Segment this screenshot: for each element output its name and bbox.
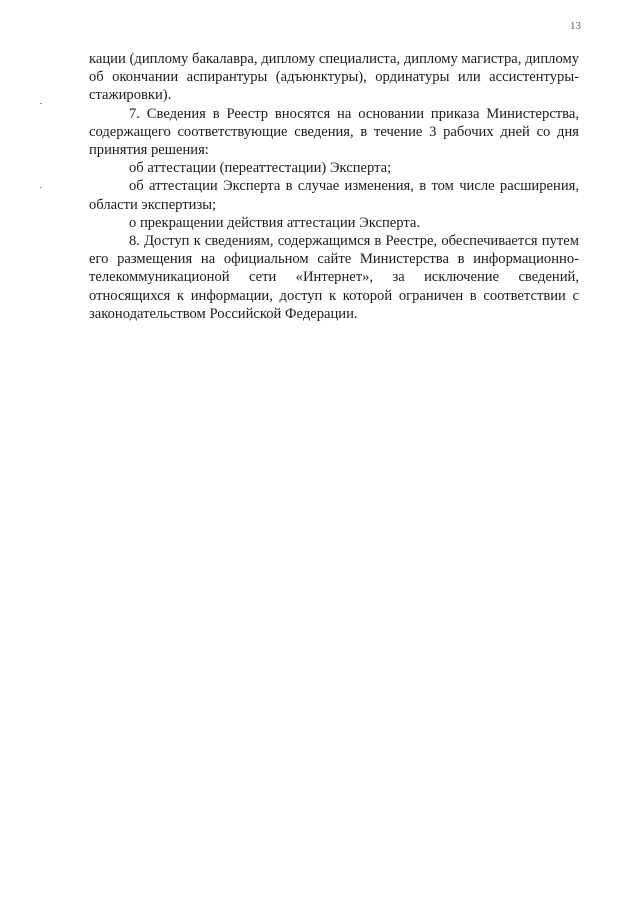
paragraph-item-7-b: об аттестации Эксперта в случае изменения, в том числе расширения, области экспертизы; <box>89 178 579 213</box>
paragraph-item-7-a: об аттестации (переаттестации) Эксперта; <box>129 160 392 177</box>
margin-mark <box>40 187 42 188</box>
paragraph-item-7-c: о прекращении действия аттестации Эксперта. <box>129 214 421 231</box>
paragraph-item-7: 7. Сведения в Реестр вносятся на основании приказа Министерства, содержащего соответствующие сведения, в течение 3 рабочих дней со дня принятия решения: <box>89 105 579 159</box>
margin-mark <box>40 103 42 104</box>
page-number: 13 <box>570 20 581 32</box>
paragraph-continuation: кации (диплому бакалавра, диплому специалиста, диплому магистра, диплому об окончании аспирантуры (адъюнктуры), ординатуры или ассистентуры-стажировки). <box>89 51 579 104</box>
document-body <box>89 50 579 323</box>
paragraph-item-8: 8. Доступ к сведениям, содержащимся в Реестре, обеспечивается путем его размещения на официальном сайте Министерства в информационно-телекоммуникационой сети «Интернет», за исключение сведений, относящихся к информации, доступ к которой ограничен в соответствии с законодательством Российской Федерации. <box>89 233 579 322</box>
